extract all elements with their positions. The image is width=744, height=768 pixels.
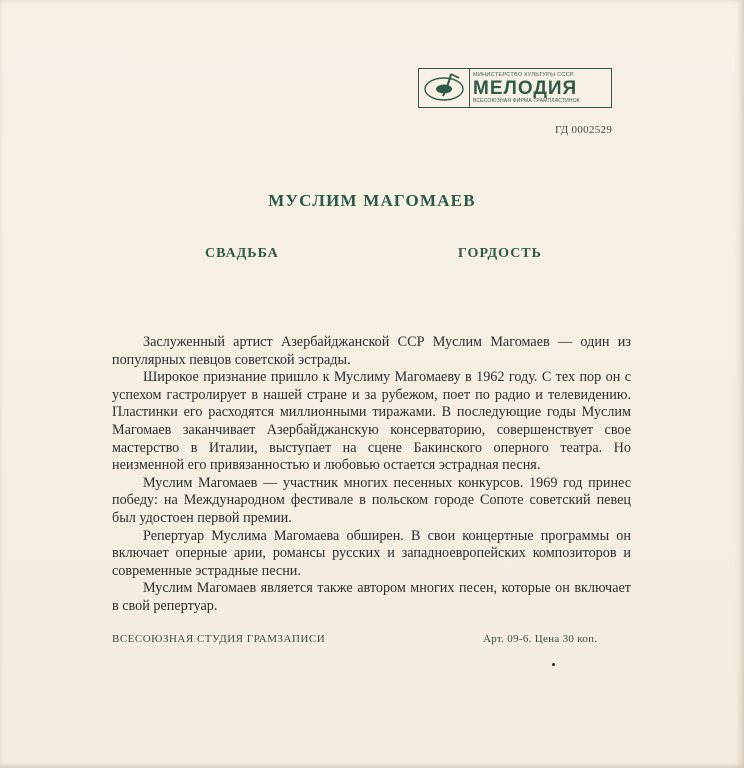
ink-dot [552,663,555,666]
bio-paragraph: Заслуженный артист Азербайджанской ССР Муслим Магомаев — один из популярных певцов советской эстрады. [112,334,631,368]
bio-paragraph: Муслим Магомаев является также автором многих песен, которые он включает в свой репертуар. [112,580,631,614]
bio-paragraph: Широкое признание пришло к Муслиму Магомаеву в 1962 году. С тех пор он с успехом гастролирует в нашей стране и за рубежом, поет по радио и телевидению. Пластинки его расходятся миллионными тиражами. В последующие годы Муслим Магомаев заканчивает Азербайджанскую консерваторию, совершенствует свое мастерство в Италии, выступает на сцене Бакинского оперного театра. Но неизменной его привязанностью и любовью остается эстрадная песня. [112,369,631,474]
melodiya-logo-icon [419,69,470,107]
artist-name: МУСЛИМ МАГОМАЕВ [268,191,476,210]
catalog-number: ГД 0002529 [555,124,613,136]
bio-paragraph: Репертуар Муслима Магомаева обширен. В свои концертные программы он включает оперные арии, романсы русских и западноевропейских композиторов и современные эстрадные песни. [112,527,631,579]
studio-name: ВСЕСОЮЗНАЯ СТУДИЯ ГРАМЗАПИСИ [112,633,326,645]
song-title-2: ГОРДОСТЬ [458,246,542,261]
price-info: Арт. 09-6. Цена 30 коп. [483,633,598,645]
logo-brand: МЕЛОДИЯ [473,77,578,99]
logo-ministry: МИНИСТЕРСТВО КУЛЬТУРЫ СССР [473,71,574,78]
biography-text [112,334,631,616]
melodiya-logo [418,68,612,108]
logo-company: ВСЕСОЮЗНАЯ ФИРМА ГРАМПЛАСТИНОК [473,97,580,104]
song-title-1: СВАДЬБА [205,246,279,261]
bio-paragraph: Муслим Магомаев — участник многих песенных конкурсов. 1969 год принес победу: на Международном фестивале в польском городе Сопоте советский певец был удостоен первой премии. [112,474,631,526]
